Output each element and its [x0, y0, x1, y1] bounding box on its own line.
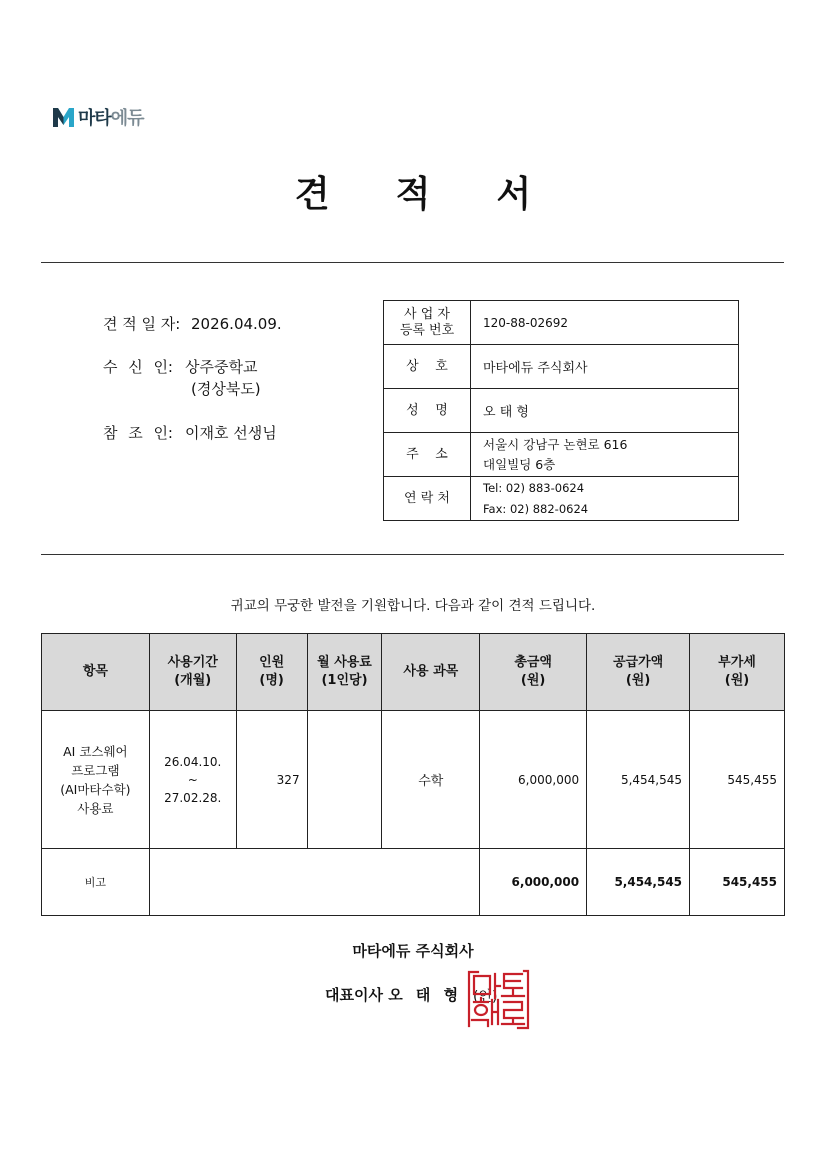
- reg-label: 사 업 자 등록 번호: [384, 301, 471, 345]
- vat-cell: 545,455: [690, 711, 785, 849]
- contact-value: Tel: 02) 883-0624 Fax: 02) 882-0624: [471, 477, 739, 521]
- supplier-row-registration: [384, 301, 739, 345]
- name-label: 성 명: [384, 389, 471, 433]
- remarks-cell: [149, 849, 479, 916]
- sum-total-cell: 6,000,000: [480, 849, 587, 916]
- sum-vat-cell: 545,455: [690, 849, 785, 916]
- company-seal-icon: [466, 968, 530, 1030]
- sum-supply-cell: 5,454,545: [587, 849, 690, 916]
- period-cell: 26.04.10. ~ 27.02.28.: [149, 711, 236, 849]
- header-supply: 공급가액 (원): [587, 634, 690, 711]
- reference-value: 이재호 선생님: [185, 424, 277, 442]
- supplier-row-company: [384, 345, 739, 389]
- quote-header-row: [42, 634, 785, 711]
- total-cell: 6,000,000: [480, 711, 587, 849]
- quote-sum-row: [42, 849, 785, 916]
- subject-cell: 수학: [382, 711, 480, 849]
- remarks-label: 비고: [42, 849, 150, 916]
- address-label: 주 소: [384, 433, 471, 477]
- header-subject: 사용 과목: [382, 634, 480, 711]
- greeting-text: 귀교의 무궁한 발전을 기원합니다. 다음과 같이 견적 드립니다.: [230, 598, 596, 614]
- title-char: 견: [294, 174, 330, 215]
- supply-cell: 5,454,545: [587, 711, 690, 849]
- header-people: 인원 (명): [236, 634, 307, 711]
- recipient-label: 수 신 인:: [103, 358, 173, 376]
- contact-label: 연 락 처: [384, 477, 471, 521]
- footer-ceo: [325, 984, 458, 1005]
- footer-company: 마타에듀 주식회사: [352, 942, 474, 960]
- recipient-row: [103, 356, 257, 377]
- ceo-name: 오 태 형: [388, 986, 459, 1004]
- header-total: 총금액 (원): [480, 634, 587, 711]
- header-monthly-fee: 월 사용료 (1인당): [307, 634, 382, 711]
- title-char: 적: [395, 174, 431, 215]
- top-divider: [41, 262, 784, 263]
- middle-divider: [41, 554, 784, 555]
- document-title: [0, 166, 826, 217]
- logo-text-light: 에듀: [110, 108, 144, 129]
- title-char: 서: [496, 174, 532, 215]
- quote-date-row: [103, 313, 282, 334]
- address-value: 서울시 강남구 논현로 616 대일빌딩 6층: [471, 433, 739, 477]
- reference-row: [103, 422, 277, 443]
- recipient-region: (경상북도): [191, 380, 261, 398]
- recipient-value: 상주중학교: [185, 358, 258, 376]
- people-cell: 327: [236, 711, 307, 849]
- header-vat: 부가세 (원): [690, 634, 785, 711]
- logo-text: [78, 104, 144, 130]
- quote-table: [41, 633, 785, 916]
- header-item: 항목: [42, 634, 150, 711]
- supplier-row-contact: [384, 477, 739, 521]
- quote-item-row: [42, 711, 785, 849]
- quote-date-value: 2026.04.09.: [191, 315, 282, 333]
- company-logo: [52, 105, 144, 129]
- quote-date-label: 견 적 일 자:: [103, 315, 181, 333]
- supplier-row-address: [384, 433, 739, 477]
- supplier-row-name: [384, 389, 739, 433]
- supplier-info-table: [383, 300, 739, 521]
- name-value: 오 태 형: [471, 389, 739, 433]
- monthly-fee-cell: [307, 711, 382, 849]
- item-cell: AI 코스웨어 프로그램 (AI마타수학) 사용료: [42, 711, 150, 849]
- company-label: 상 호: [384, 345, 471, 389]
- reg-value: 120-88-02692: [471, 301, 739, 345]
- logo-m-icon: [52, 106, 75, 128]
- company-value: 마타에듀 주식회사: [471, 345, 739, 389]
- seal-mark-text: (인): [473, 989, 498, 1005]
- ceo-title: 대표이사: [325, 986, 383, 1004]
- logo-text-dark: 마타: [78, 108, 111, 129]
- header-period: 사용기간 (개월): [149, 634, 236, 711]
- reference-label: 참 조 인:: [103, 424, 173, 442]
